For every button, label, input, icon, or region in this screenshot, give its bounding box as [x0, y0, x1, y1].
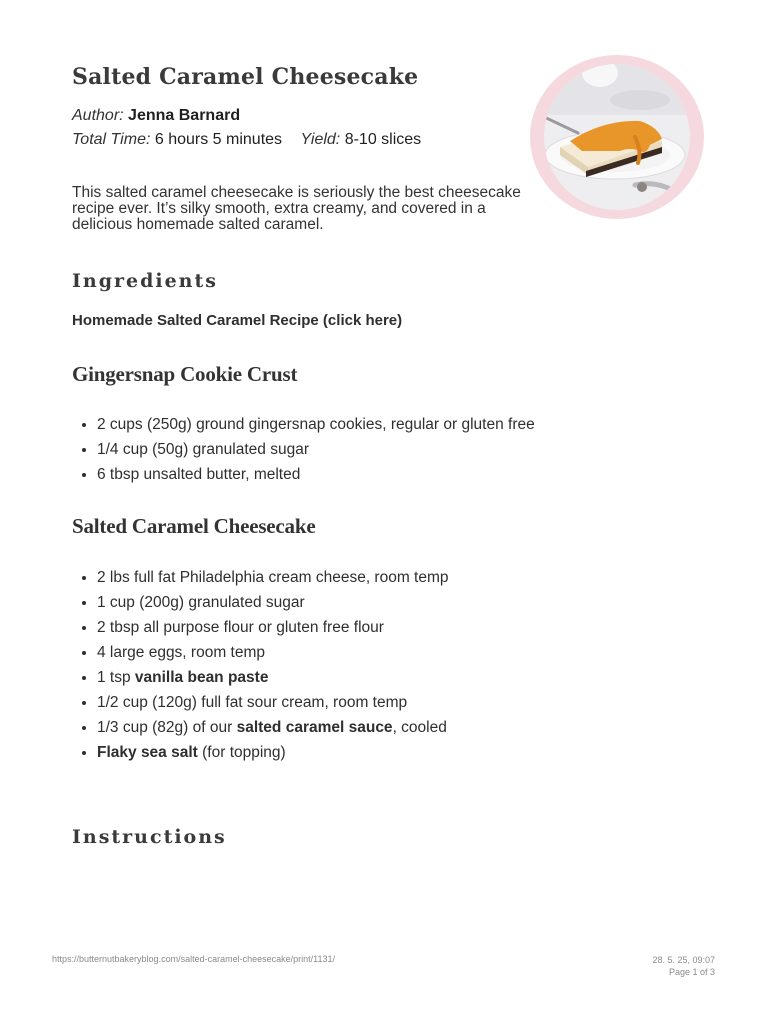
recipe-summary: This salted caramel cheesecake is seriously the best cheesecake recipe ever. It’s silky smooth, extra creamy, and covered in a delicious homemade salted caramel. [72, 184, 521, 233]
list-item: • 2 lbs full fat Philadelphia cream cheese, room temp [97, 565, 449, 590]
list-item [97, 715, 449, 740]
list-item: • 2 tbsp all purpose flour or gluten free flour [97, 615, 449, 640]
crust-ingredient-list [72, 412, 535, 487]
recipe-photo [530, 55, 705, 220]
footer-page-number: Page 1 of 3 [668, 967, 715, 977]
author-label: Author: [72, 107, 124, 124]
list-item [97, 665, 449, 690]
cheesecake-ingredient-list [72, 565, 449, 765]
list-item: • 2 cups (250g) ground gingersnap cookies, regular or gluten free [97, 412, 535, 437]
list-item: • 1/4 cup (50g) granulated sugar [97, 437, 535, 462]
item-text: 1/3 cup (82g) of our [97, 719, 237, 736]
list-item: • 4 large eggs, room temp [97, 640, 449, 665]
recipe-author [72, 107, 240, 125]
crust-heading: Gingersnap Cookie Crust [72, 362, 298, 386]
yield-label: Yield: [300, 131, 341, 148]
item-text: (for topping) [197, 744, 286, 761]
ingredients-heading: Ingredients [72, 270, 218, 292]
list-item: • 6 tbsp unsalted butter, melted [97, 462, 535, 487]
item-text: 1 tsp [97, 669, 135, 686]
list-item [97, 740, 449, 765]
item-emphasis: Flaky sea salt [97, 744, 198, 761]
recipe-times [72, 131, 421, 149]
footer-datetime: 28. 5. 25, 09:07 [652, 955, 715, 965]
recipe-title: Salted Caramel Cheesecake [72, 64, 419, 90]
list-item: • 1 cup (200g) granulated sugar [97, 590, 449, 615]
caramel-recipe-link[interactable]: Homemade Salted Caramel Recipe (click here) [72, 312, 403, 329]
item-emphasis: vanilla bean paste [134, 669, 269, 686]
instructions-heading: Instructions [72, 826, 227, 848]
total-time-value: 6 hours 5 minutes [154, 131, 283, 148]
item-emphasis: salted caramel sauce [236, 719, 393, 736]
list-item: • 1/2 cup (120g) full fat sour cream, room temp [97, 690, 449, 715]
author-name: Jenna Barnard [128, 107, 241, 124]
cheesecake-heading: Salted Caramel Cheesecake [72, 514, 316, 538]
footer-url: https://butternutbakeryblog.com/salted-caramel-cheesecake/print/1131/ [52, 954, 335, 964]
total-time-label: Total Time: [72, 131, 151, 148]
yield-value: 8-10 slices [344, 131, 422, 148]
item-text: , cooled [392, 719, 447, 736]
footer-meta [652, 954, 715, 978]
